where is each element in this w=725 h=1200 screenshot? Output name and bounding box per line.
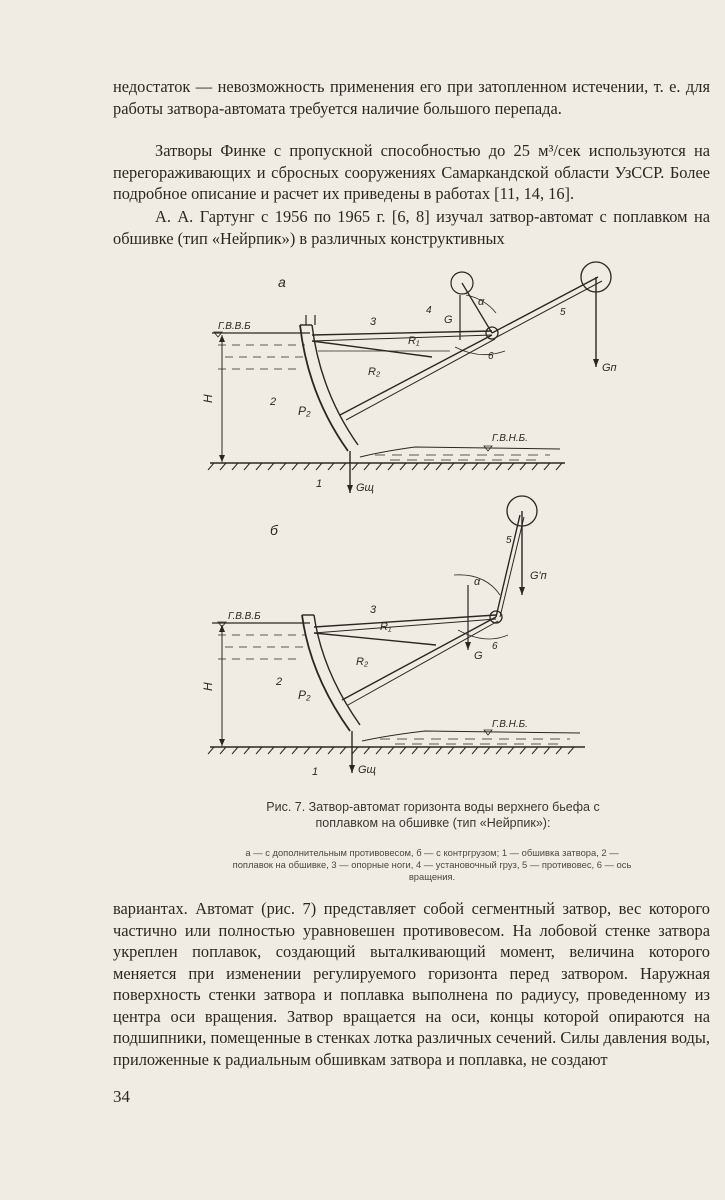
panel-a-p2: P₂ (298, 404, 311, 418)
panel-a-num2: 2 (270, 396, 277, 408)
paragraph-gartung: А. А. Гартунг с 1956 по 1965 г. [6, 8] изучал затвор-автомат с поплавком на обшивке (тип «Нейрпик») в различных конструктивных (113, 207, 710, 248)
panel-a-label: а (278, 274, 286, 290)
panel-b-p2: P₂ (298, 688, 311, 702)
paragraph-continued: недостаток — невозможность применения его при затопленном истечении, т. е. для работы затвора-автомата требуется наличие большого перепада. (113, 77, 710, 118)
panel-b-alpha: α (474, 576, 481, 588)
figure-7 (200, 255, 625, 800)
panel-b-downstream-level: Г.В.Н.Б. (492, 719, 528, 730)
panel-a-alpha: α (478, 296, 485, 308)
panel-a-r2: R₂ (368, 366, 381, 378)
panel-a-num1: 1 (316, 478, 323, 490)
panel-a-upstream-level: Г.В.В.Б (218, 321, 251, 332)
panel-b-g: G (474, 650, 483, 662)
panel-b-num3: 3 (370, 604, 377, 616)
panel-a-counterweight: Gп (602, 362, 617, 374)
panel-b-num5: 5 (506, 535, 512, 546)
panel-b-gate-weight: Gщ (358, 764, 376, 776)
panel-a-downstream-level: Г.В.Н.Б. (492, 433, 528, 444)
panel-a-num5: 5 (560, 307, 566, 318)
panel-b-head: Н (201, 682, 215, 691)
panel-a-num6: 6 (488, 351, 494, 362)
panel-a-gate-weight: Gщ (356, 482, 374, 494)
panel-b-r2: R₂ (356, 656, 369, 668)
panel-b-r1: R₁ (380, 621, 392, 633)
panel-b-num1: 1 (312, 766, 319, 778)
panel-a-num4: 4 (426, 305, 432, 316)
panel-a-num3: 3 (370, 316, 377, 328)
panel-a-g: G (444, 314, 453, 326)
panel-b-num2: 2 (276, 676, 283, 688)
figure-7-drawing (200, 255, 625, 800)
paragraph-automat-description: вариантах. Автомат (рис. 7) представляет собой сегментный затвор, вес которого частично или полностью уравновешен противовесом. На лобовой стенке затвора укреплен поплавок, создающий выталкивающий момент, величина которого меняется при изменении регулируемого горизонта перед затвором. Наружная поверхность стенки затвора и поплавка выполнена по радиусу, проведенному из центра оси вращения. Затвор вращается на оси, концы которой опираются на подшипники, помещенные в стенках лотка различных сечений. Силы давления воды, приложенные к радиальным обшивкам затвора и поплавка, не создают (113, 899, 710, 1069)
paragraph-finke-gates: Затворы Финке с пропускной способностью до 25 м³/сек используются на перегораживающих и сбросных сооружениях Самаркандской области УзССР. Более подробное описание и расчет их приведены в работах [11, 14, 16]. (113, 141, 710, 203)
figure-legend: а — с дополнительным противовесом, б — с контргрузом; 1 — обшивка затвора, 2 — поплавок на обшивке, 3 — опорные ноги, 4 — установочный груз, 5 — противовес, 6 — ось вращения. (232, 847, 632, 882)
panel-a-r1: R₁ (408, 335, 420, 347)
figure-caption: Рис. 7. Затвор-автомат горизонта воды верхнего бьефа с поплавком на обшивке (тип «Нейрпик»): (266, 800, 600, 830)
panel-b-upstream-level: Г.В.В.Б (228, 611, 261, 622)
panel-b-label: б (270, 522, 278, 538)
panel-b-num6: 6 (492, 641, 498, 652)
panel-b-counterweight: G'п (530, 570, 547, 582)
panel-a-head: Н (201, 394, 215, 403)
page-number: 34 (113, 1087, 130, 1106)
